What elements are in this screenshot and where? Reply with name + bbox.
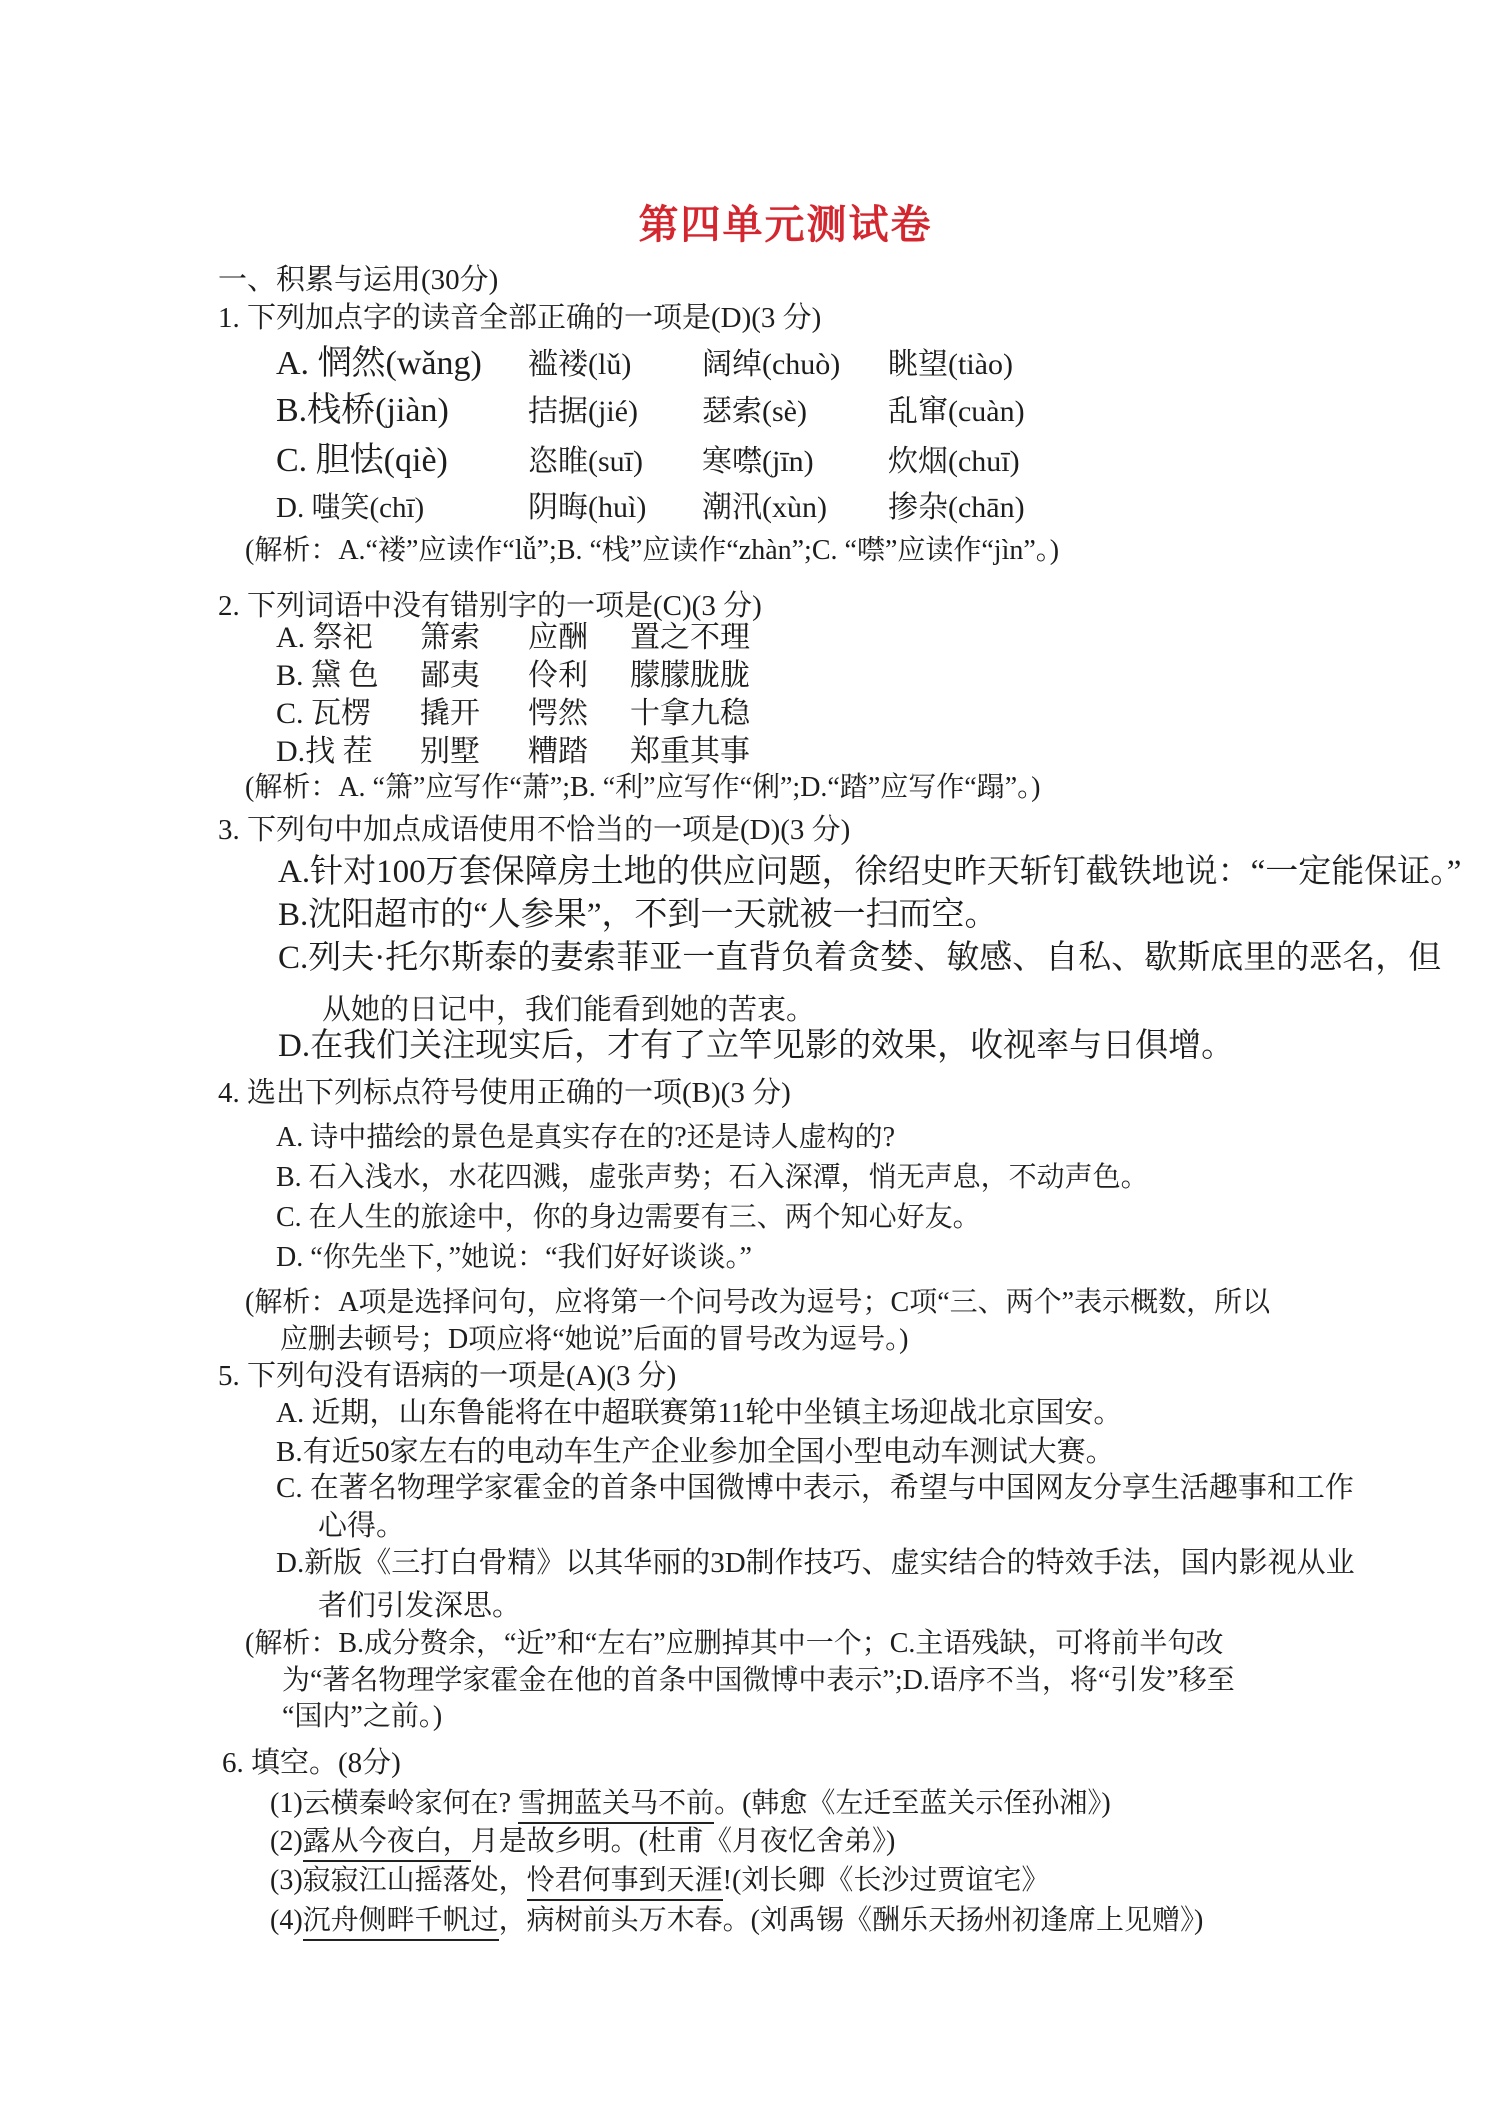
q4-option-d: D. “你先坐下，”她说：“我们好好谈谈。”	[276, 1242, 752, 1273]
q1-d-word1: D. 嗤笑(chī)	[276, 492, 425, 524]
q5-analysis-line2: 为“著名物理学家霍金在他的首条中国微博中表示”;D.语序不当，将“引发”移至	[282, 1665, 1235, 1696]
q1-b-word1: B.栈桥(jiàn)	[276, 392, 449, 429]
q4-option-a: A. 诗中描绘的景色是真实存在的?还是诗人虚构的?	[276, 1122, 896, 1153]
q1-b-word4: 乱窜(cuàn)	[888, 395, 1025, 428]
q6-item-1-pre: (1)云横秦岭家何在?	[270, 1788, 519, 1819]
q2-row-a	[276, 619, 750, 657]
q1-b-word3: 瑟索(sè)	[702, 395, 807, 428]
q4-analysis-line1: (解析：A项是选择问句，应将第一个问号改为逗号；C项“三、两个”表示概数，所以	[245, 1287, 1271, 1318]
q5-stem: 5. 下列句没有语病的一项是(A)(3 分)	[218, 1360, 677, 1392]
q6-item-2	[270, 1824, 895, 1859]
q5-option-d-wrap: 者们引发深思。	[318, 1590, 522, 1622]
q6-item-3-post: !(刘长卿《长沙过贾谊宅》	[722, 1865, 1050, 1896]
q1-a-word1: A. 惘然(wǎng)	[276, 345, 482, 382]
q3-option-a: A.针对100万套保障房土地的供应问题，徐绍史昨天斩钉截铁地说：“一定能保证。”	[278, 854, 1462, 890]
q1-a-word3: 阔绰(chuò)	[702, 348, 841, 381]
q3-option-c-wrap: 从她的日记中，我们能看到她的苦衷。	[322, 994, 816, 1026]
q2-a-word3: 应酬	[528, 621, 588, 654]
q1-a-word4: 眺望(tiào)	[888, 348, 1013, 381]
q2-c-word1: C. 瓦楞	[276, 697, 372, 730]
section-heading: 一、积累与运用(30分)	[218, 264, 499, 296]
q1-b-word2: 拮据(jié)	[528, 395, 638, 428]
q2-analysis: (解析：A. “箫”应写作“萧”;B. “利”应写作“俐”;D.“踏”应写作“蹋”。)	[245, 772, 1041, 803]
q5-option-a: A. 近期，山东鲁能将在中超联赛第11轮中坐镇主场迎战北京国安。	[276, 1397, 1123, 1429]
q1-a-word2: 褴褛(lǔ)	[528, 348, 632, 381]
q1-row-a	[276, 343, 1013, 386]
q2-d-word4: 郑重其事	[630, 735, 750, 768]
q3-option-d: D.在我们关注现实后，才有了立竿见影的效果，收视率与日俱增。	[278, 1028, 1235, 1064]
q3-stem: 3. 下列句中加点成语使用不恰当的一项是(D)(3 分)	[218, 814, 851, 846]
q6-item-4-post: ，病树前头万木春。(刘禹锡《酬乐天扬州初逢席上见赠》)	[498, 1905, 1204, 1936]
q2-row-d	[276, 733, 750, 771]
q1-c-word1: C. 胆怯(qiè)	[276, 442, 448, 479]
q1-analysis: (解析：A.“褛”应读作“lǚ”;B. “栈”应读作“zhàn”;C. “噤”应读作“jìn”。)	[245, 535, 1060, 566]
q2-c-word2: 撬开	[420, 697, 480, 730]
q1-row-b	[276, 390, 1025, 433]
q2-row-b	[276, 657, 750, 695]
q5-option-b: B.有近50家左右的电动车生产企业参加全国小型电动车测试大赛。	[276, 1436, 1115, 1468]
q2-stem: 2. 下列词语中没有错别字的一项是(C)(3 分)	[218, 590, 762, 622]
q2-a-word2: 箫索	[420, 621, 480, 654]
q5-option-c: C. 在著名物理学家霍金的首条中国微博中表示，希望与中国网友分享生活趣事和工作	[276, 1472, 1354, 1504]
q1-c-word2: 恣睢(suī)	[528, 445, 643, 478]
q2-c-word3: 愕然	[528, 697, 588, 730]
q6-item-2-pre: (2)	[270, 1826, 303, 1857]
q4-stem: 4. 选出下列标点符号使用正确的一项(B)(3 分)	[218, 1077, 791, 1109]
q6-item-3-underlined: 怜君何事到天涯	[527, 1865, 723, 1901]
q6-item-3	[270, 1863, 1049, 1898]
q2-d-word3: 糟踏	[528, 735, 588, 768]
q2-a-word4: 置之不理	[630, 621, 750, 654]
q6-item-1	[270, 1786, 1111, 1821]
page-title: 第四单元测试卷	[638, 202, 933, 247]
q6-item-1-post: 。(韩愈《左迁至蓝关示侄孙湘》)	[714, 1788, 1111, 1819]
q2-row-c	[276, 695, 750, 733]
q5-option-d: D.新版《三打白骨精》以其华丽的3D制作技巧、虚实结合的特效手法，国内影视从业	[276, 1547, 1355, 1579]
q2-b-word2: 鄙夷	[420, 659, 480, 692]
q6-stem: 6. 填空。(8分)	[222, 1747, 401, 1779]
q2-d-word1: D.找 茬	[276, 735, 373, 768]
q6-item-3-pre: (3)寂寂江山摇落处，	[270, 1865, 527, 1896]
q4-option-b: B. 石入浅水，水花四溅，虚张声势；石入深潭，悄无声息，不动声色。	[276, 1162, 1149, 1193]
q5-analysis-line3: “国内”之前。)	[282, 1701, 443, 1732]
q1-row-c	[276, 440, 1020, 483]
q1-c-word3: 寒噤(jīn)	[702, 445, 814, 478]
q2-d-word2: 别墅	[420, 735, 480, 768]
q2-b-word1: B. 黛 色	[276, 659, 379, 692]
q6-item-4	[270, 1903, 1203, 1938]
q6-item-2-post: 月是故乡明。(杜甫《月夜忆舍弟》)	[470, 1826, 896, 1857]
q1-d-word2: 阴晦(huì)	[528, 491, 647, 524]
q4-analysis-line2: 应删去顿号；D项应将“她说”后面的冒号改为逗号。)	[280, 1324, 909, 1355]
q6-item-4-pre: (4)	[270, 1905, 303, 1936]
q6-item-1-underlined: 雪拥蓝关马不前	[518, 1788, 714, 1824]
q5-analysis-line1: (解析：B.成分赘余，“近”和“左右”应删掉其中一个；C.主语残缺，可将前半句改	[245, 1628, 1224, 1659]
q5-option-c-wrap: 心得。	[318, 1510, 406, 1542]
q6-item-4-underlined: 沉舟侧畔千帆过	[303, 1905, 499, 1941]
q3-option-c: C.列夫·托尔斯泰的妻索菲亚一直背负着贪婪、敏感、自私、歇斯底里的恶名，但	[278, 940, 1442, 976]
q3-option-b: B.沈阳超市的“人参果”，不到一天就被一扫而空。	[278, 897, 998, 933]
q2-a-word1: A. 祭祀	[276, 621, 373, 654]
q1-d-word3: 潮汛(xùn)	[702, 491, 827, 524]
q2-b-word3: 伶利	[528, 659, 588, 692]
q1-d-word4: 掺杂(chān)	[888, 491, 1025, 524]
q4-option-c: C. 在人生的旅途中，你的身边需要有三、两个知心好友。	[276, 1202, 981, 1233]
q1-stem: 1. 下列加点字的读音全部正确的一项是(D)(3 分)	[218, 302, 822, 334]
q1-row-d	[276, 489, 1025, 527]
q6-item-2-underlined: 露从今夜白，	[303, 1826, 471, 1862]
q2-c-word4: 十拿九稳	[630, 697, 750, 730]
q2-b-word4: 朦朦胧胧	[630, 659, 750, 692]
q1-c-word4: 炊烟(chuī)	[888, 445, 1020, 478]
